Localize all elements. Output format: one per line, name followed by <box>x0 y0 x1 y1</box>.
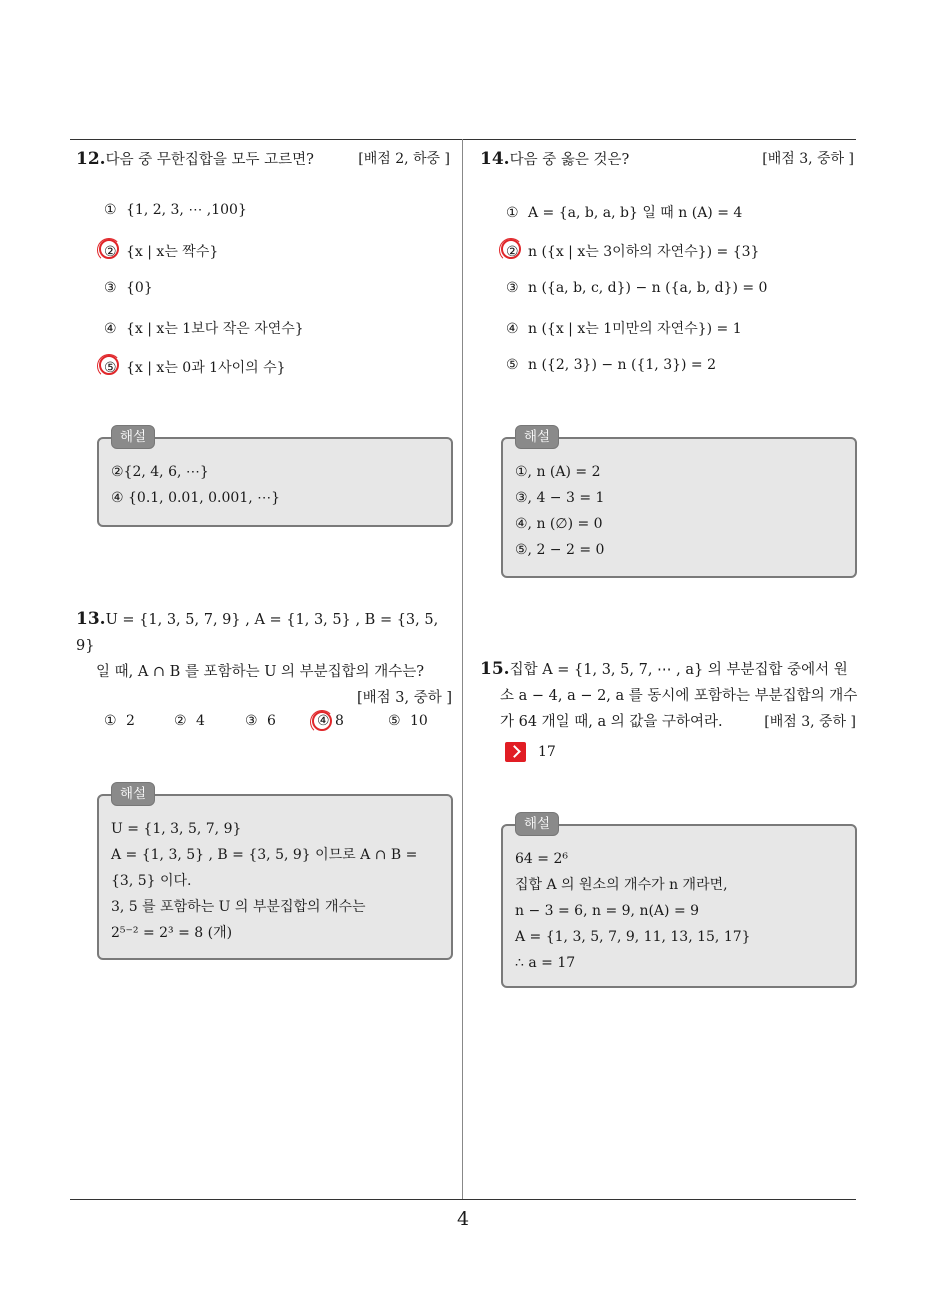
column-divider <box>462 139 463 1200</box>
page-number: 4 <box>456 1208 470 1230</box>
option-text: n ({2, 3}) − n ({1, 3}) = 2 <box>528 357 717 373</box>
question-13-text-line2: 일 때, A ∩ B 를 포함하는 U 의 부분집합의 개수는? <box>96 664 425 680</box>
q13-solution-box <box>97 786 453 960</box>
option-marker: ① <box>104 202 117 218</box>
answer-value: 17 <box>538 744 556 760</box>
solution-line: 집합 A 의 원소의 개수가 n 개라면, <box>515 877 728 893</box>
option-marker: ④ <box>104 321 117 337</box>
question-14 <box>480 146 854 173</box>
q15-answer <box>505 742 556 762</box>
option-text: 2 <box>126 713 135 729</box>
option-text: 4 <box>196 713 205 729</box>
question-15-text-line2: 소 a − 4, a − 2, a 를 동시에 포함하는 부분집합의 개수 <box>500 688 858 704</box>
option-marker: ④ <box>506 321 519 337</box>
option-marker: ① <box>104 713 117 729</box>
option-text: A = {a, b, a, b} 일 때 n (A) = 4 <box>528 205 743 221</box>
solution-line: ④, n (∅) = 0 <box>515 516 603 532</box>
option-text: n ({x | x는 3이하의 자연수}) = {3} <box>528 244 760 260</box>
q12-option-2[interactable] <box>104 241 218 261</box>
q14-option-4[interactable] <box>506 318 742 338</box>
option-text: {0} <box>126 280 153 296</box>
solution-line: ⑤, 2 − 2 = 0 <box>515 542 605 558</box>
option-marker: ⑤ <box>388 713 401 729</box>
answer-circle-mark <box>99 239 119 259</box>
answer-circle-mark <box>501 239 521 259</box>
solution-line: ③, 4 − 3 = 1 <box>515 490 605 506</box>
option-text: n ({x | x는 1미만의 자연수}) = 1 <box>528 321 742 337</box>
q14-option-1[interactable] <box>506 202 742 222</box>
answer-arrow-icon <box>505 742 526 762</box>
option-text: 8 <box>335 713 344 729</box>
question-12 <box>76 146 450 173</box>
solution-line: 2⁵⁻² = 2³ = 8 (개) <box>111 925 233 941</box>
option-text: 6 <box>267 713 276 729</box>
solution-label: 해설 <box>111 425 155 449</box>
question-15-number: 15. <box>480 659 510 679</box>
q12-option-3[interactable] <box>104 280 153 296</box>
q13-option-3[interactable] <box>245 713 276 729</box>
question-13 <box>76 606 456 711</box>
solution-line: {3, 5} 이다. <box>111 873 192 889</box>
solution-line: ②{2, 4, 6, ⋯} <box>111 464 209 480</box>
q14-option-5[interactable] <box>506 357 716 373</box>
question-14-meta: [배점 3, 중하 ] <box>762 151 854 167</box>
option-text: {x | x는 1보다 작은 자연수} <box>126 321 304 337</box>
solution-line: 64 = 2⁶ <box>515 851 568 867</box>
q13-option-5[interactable] <box>388 713 428 729</box>
top-rule <box>70 139 856 140</box>
option-marker: ④ <box>317 713 330 729</box>
option-marker: ① <box>506 205 519 221</box>
question-14-number: 14. <box>480 149 510 169</box>
q14-option-3[interactable] <box>506 280 767 296</box>
option-text: {1, 2, 3, ⋯ ,100} <box>126 202 247 218</box>
bottom-rule <box>70 1199 856 1200</box>
solution-label: 해설 <box>515 425 559 449</box>
q12-option-1[interactable] <box>104 202 247 218</box>
question-15-text-line3: 가 64 개일 때, a 의 값을 구하여라. <box>500 714 723 730</box>
solution-line: ①, n (A) = 2 <box>515 464 601 480</box>
option-marker: ② <box>174 713 187 729</box>
option-marker: ② <box>506 244 519 260</box>
solution-line: U = {1, 3, 5, 7, 9} <box>111 821 242 837</box>
question-14-header <box>480 146 854 173</box>
question-14-text: 다음 중 옳은 것은? <box>509 152 630 168</box>
option-marker: ⑤ <box>506 357 519 373</box>
option-text: 10 <box>410 713 428 729</box>
option-marker: ⑤ <box>104 360 117 376</box>
option-text: {x | x는 짝수} <box>126 244 219 260</box>
question-13-header <box>76 606 456 659</box>
question-13-number: 13. <box>76 609 106 629</box>
question-12-number: 12. <box>76 149 106 169</box>
solution-line: 3, 5 를 포함하는 U 의 부분집합의 개수는 <box>111 899 366 915</box>
q12-solution-box <box>97 429 453 527</box>
solution-line: A = {1, 3, 5} , B = {3, 5, 9} 이므로 A ∩ B = <box>111 847 418 863</box>
option-text: {x | x는 0과 1사이의 수} <box>126 360 286 376</box>
question-15-header <box>480 656 860 683</box>
option-marker: ③ <box>506 280 519 296</box>
q13-option-2[interactable] <box>174 713 205 729</box>
question-13-meta: [배점 3, 중하 ] <box>356 690 452 706</box>
q14-solution-box <box>501 429 857 578</box>
question-12-text: 다음 중 무한집합을 모두 고르면? <box>105 152 314 168</box>
question-12-meta: [배점 2, 하중 ] <box>358 151 450 167</box>
question-13-text: U = {1, 3, 5, 7, 9} , A = {1, 3, 5} , B = {3, 5, 9} <box>76 612 439 654</box>
q12-option-5[interactable] <box>104 357 286 377</box>
question-15-text: 집합 A = {1, 3, 5, 7, ⋯ , a} 의 부분집합 중에서 원 <box>509 662 848 678</box>
q14-option-2[interactable] <box>506 241 759 261</box>
q13-option-1[interactable] <box>104 713 135 729</box>
solution-line: ④ {0.1, 0.01, 0.001, ⋯} <box>111 490 281 506</box>
solution-label: 해설 <box>515 812 559 836</box>
solution-line: n − 3 = 6, n = 9, n(A) = 9 <box>515 903 700 919</box>
solution-line: ∴ a = 17 <box>515 955 576 971</box>
answer-circle-mark <box>99 355 119 375</box>
question-15-meta: [배점 3, 중하 ] <box>764 714 856 730</box>
option-marker: ③ <box>245 713 258 729</box>
question-15 <box>480 656 860 735</box>
option-marker: ② <box>104 244 117 260</box>
solution-label: 해설 <box>111 782 155 806</box>
q15-solution-box <box>501 816 857 988</box>
solution-line: A = {1, 3, 5, 7, 9, 11, 13, 15, 17} <box>515 929 751 945</box>
option-text: n ({a, b, c, d}) − n ({a, b, d}) = 0 <box>528 280 768 296</box>
answer-circle-mark <box>312 711 332 731</box>
question-12-header <box>76 146 450 173</box>
q12-option-4[interactable] <box>104 318 304 338</box>
option-marker: ③ <box>104 280 117 296</box>
